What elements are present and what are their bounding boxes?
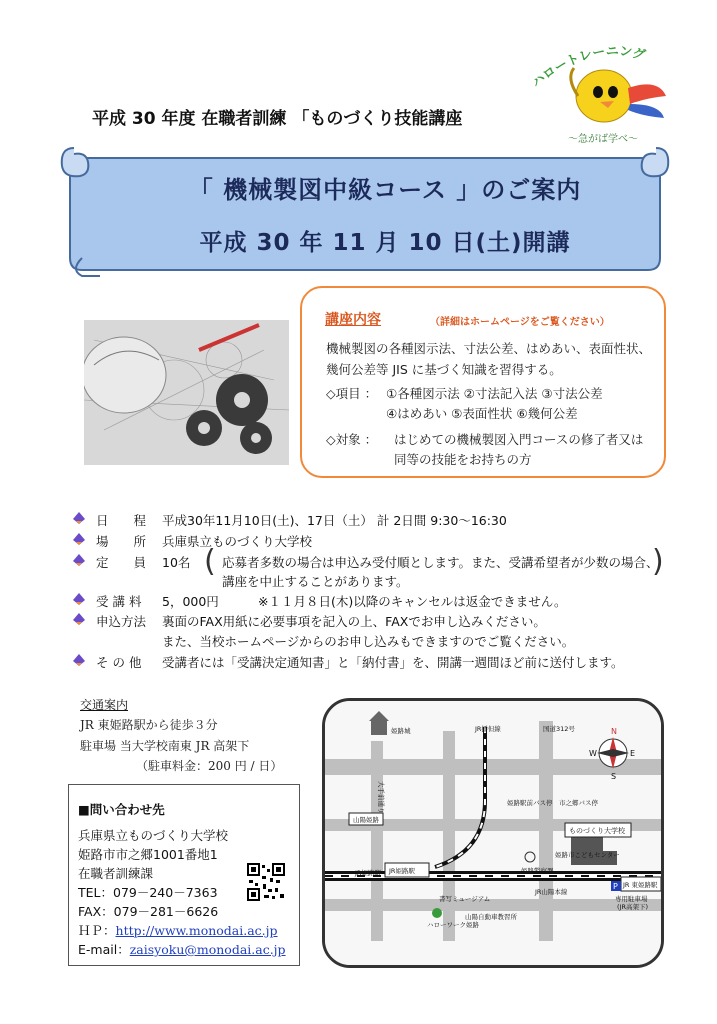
map-label-parking: 専用駐車場	[615, 895, 648, 903]
fee-value: 5，000円	[162, 594, 219, 609]
apply-line-1: 裏面のFAX用紙に必要事項を記入の上、FAXでお申し込みください。	[162, 614, 546, 629]
qr-code-icon[interactable]	[246, 862, 286, 902]
homepage-link[interactable]: http://www.monodai.ac.jp	[115, 923, 278, 938]
mascot-logo	[528, 38, 688, 146]
course-items-1: ①各種図示法 ②寸法記入法 ③寸法公差	[386, 386, 603, 401]
compass-n: N	[611, 727, 617, 736]
compass-w: W	[589, 749, 597, 758]
mascot-slogan: ハロートレーニング	[529, 44, 647, 91]
contact-fax: FAX：079－281－6626	[78, 904, 219, 919]
hp-label: ＨＰ：	[78, 923, 116, 938]
course-heading: 講座内容	[325, 312, 381, 328]
map-label-school: ものづくり大学校	[569, 827, 625, 835]
map-label-driving-school: 山陽自動車教習所	[465, 913, 517, 921]
access-line-1: JR 東姫路駅から徒歩３分	[80, 718, 218, 732]
map-label-museum: 書写ミュージアム	[439, 895, 491, 903]
bullet-icon	[72, 511, 86, 525]
other-value: 受講者には「受講決定通知書」と「納付書」を、開講一週間ほど前に送付します。	[162, 655, 624, 670]
brace-left: (	[204, 544, 216, 579]
contact-title: ■問い合わせ先	[78, 802, 165, 817]
capacity-label: 定 員	[96, 555, 147, 570]
other-label: そ の 他	[96, 655, 142, 670]
map-label-jr-himeji: JR姫路駅	[355, 869, 381, 877]
place-label: 場 所	[96, 534, 147, 549]
email-link[interactable]: zaisyoku@monodai.ac.jp	[129, 942, 286, 957]
contact-dept: 在職者訓練課	[78, 866, 154, 881]
apply-line-2: また、当校ホームページからのお申し込みもできますのでご覧ください。	[162, 634, 575, 649]
brace-right: )	[652, 544, 664, 579]
course-target-1: はじめての機械製図入門コースの修了者又は	[394, 432, 644, 447]
fee-label: 受 講 料	[96, 594, 142, 609]
banner-title: 「 機械製図中級コース 」のご案内	[188, 176, 582, 204]
email-label: E-mail：	[78, 942, 130, 957]
apply-label: 申込方法	[96, 614, 147, 629]
map-label-bus-1: 姫路駅前バス停	[507, 799, 553, 807]
capacity-note-2: 講座を中止することがあります。	[222, 574, 409, 589]
course-items-label: ◇項目 ：	[326, 386, 378, 401]
map-label-parking-2: (JR高架下)	[617, 903, 649, 911]
map-label-children-center: 姫路市こどもセンター	[555, 851, 620, 859]
capacity-note-1: 応募者多数の場合は申込み受付順とします。また、受講希望者が少数の場合、	[222, 555, 659, 570]
contact-org: 兵庫県立ものづくり大学校	[78, 828, 229, 843]
contact-address: 姫路市市之郷1001番地1	[78, 847, 218, 862]
bullet-icon	[72, 553, 86, 567]
map-label-route312: 国道312号	[543, 725, 575, 733]
contact-tel: TEL：079－240－7363	[78, 885, 218, 900]
parking-p-icon: P	[613, 882, 618, 891]
capacity-value: 10名	[162, 555, 191, 570]
access-line-2: 駐車場 当大学校南東 JR 高架下	[80, 739, 250, 753]
header-title: 平成 30 年度 在職者訓練 「ものづくり技能講座	[92, 109, 463, 129]
map-label-hello-work: ハローワーク姫路	[427, 921, 479, 929]
course-desc-2: 幾何公差等 JIS に基づく知識を習得する。	[326, 362, 562, 377]
map-label-police: 姫路警察署	[521, 867, 554, 875]
map-label-bus-2: 市之郷バス停	[559, 799, 598, 807]
gears-photo	[84, 320, 289, 465]
bullet-icon	[72, 532, 86, 546]
map-label-jr-bantan: JR播但線	[475, 725, 501, 733]
access-title: 交通案内	[80, 698, 129, 712]
course-note: （詳細はホームページをご覧ください）	[430, 317, 610, 328]
map-label-jr-higashi: JR 東姫路駅	[623, 881, 658, 889]
banner-date: 平成 30 年 11 月 10 日(土)開講	[199, 230, 571, 256]
fee-note: ※１１月８日(木)以降のキャンセルは返金できません。	[258, 594, 567, 609]
course-target-label: ◇対象 ：	[326, 432, 378, 447]
bullet-icon	[72, 612, 86, 626]
course-target-2: 同等の技能をお持ちの方	[394, 452, 532, 467]
map-label-himeji-castle: 姫路城	[391, 727, 411, 735]
access-map	[322, 698, 664, 968]
course-desc-1: 機械製図の各種図示法、寸法公差、はめあい、表面性状、	[326, 341, 652, 356]
compass-s: S	[611, 772, 617, 781]
course-items-2: ④はめあい ⑤表面性状 ⑥幾何公差	[386, 406, 578, 421]
bullet-icon	[72, 653, 86, 667]
bullet-icon	[72, 592, 86, 606]
schedule-value: 平成30年11月10日(土)、17日（土） 計 2日間 9:30～16:30	[162, 513, 507, 528]
banner-scroll	[60, 138, 670, 280]
map-label-otemae: 大手前通り	[377, 781, 385, 814]
place-value: 兵庫県立ものづくり大学校	[162, 534, 313, 549]
mascot-tagline: ～急がば学べ～	[568, 134, 638, 145]
map-label-jr-himeji-station: JR姫路駅	[389, 867, 415, 875]
schedule-label: 日 程	[96, 513, 147, 528]
map-label-sanyo-himeji: 山陽姫路	[353, 816, 379, 824]
access-line-3: （駐車料金：200 円 / 日）	[136, 759, 283, 773]
compass-e: E	[630, 749, 636, 758]
map-label-sanyo-line: JR山陽本線	[535, 888, 568, 896]
